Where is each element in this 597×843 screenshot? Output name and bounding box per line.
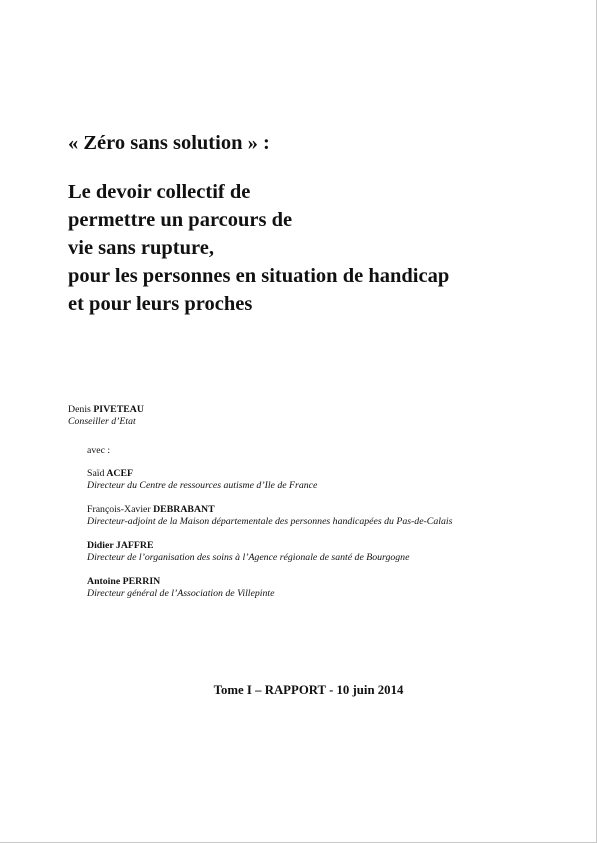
co-author-role: Directeur du Centre de ressources autisme d’Ile de France [87,480,318,491]
co-authors-list [87,468,587,612]
co-author-role: Directeur de l’organisation des soins à l’Agence régionale de santé de Bourgogne [87,552,410,563]
report-title-line: permettre un parcours de [68,209,293,231]
report-footer [0,682,597,698]
with-label: avec : [87,445,111,456]
co-author [87,468,587,492]
co-author [87,504,587,528]
report-title-line: Le devoir collectif de [68,181,251,203]
co-author-name [87,468,587,480]
co-author [87,576,587,600]
report-title-line: vie sans rupture, [68,237,214,259]
co-author-role: Directeur-adjoint de la Maison départementale des personnes handicapées du Pas-de-Calais [87,516,453,527]
report-title [68,178,588,318]
lead-author [68,404,144,428]
author-name [68,404,144,416]
co-author-surname: Didier JAFFRE [87,540,154,551]
author-surname: PIVETEAU [93,404,144,415]
co-author-surname: ACEF [106,468,134,479]
report-title-line: pour les personnes en situation de handicap [68,265,450,287]
co-author-name [87,504,587,516]
report-subtitle: « Zéro sans solution » : [68,132,270,154]
author-role: Conseiller d’Etat [68,416,136,427]
co-author-surname: Antoine PERRIN [87,576,161,587]
author-given-name: Denis [68,404,91,415]
volume-date-line: Tome I – RAPPORT - 10 juin 2014 [213,683,404,697]
co-author-role: Directeur général de l’Association de Villepinte [87,588,275,599]
co-author [87,540,587,564]
co-author-given-name: Saïd [87,468,105,479]
co-author-surname: DEBRABANT [153,504,215,515]
co-author-name [87,576,587,588]
title-block [68,131,588,318]
co-author-given-name: François-Xavier [87,504,151,515]
co-author-name [87,540,587,552]
report-title-line: et pour leurs proches [68,293,253,315]
